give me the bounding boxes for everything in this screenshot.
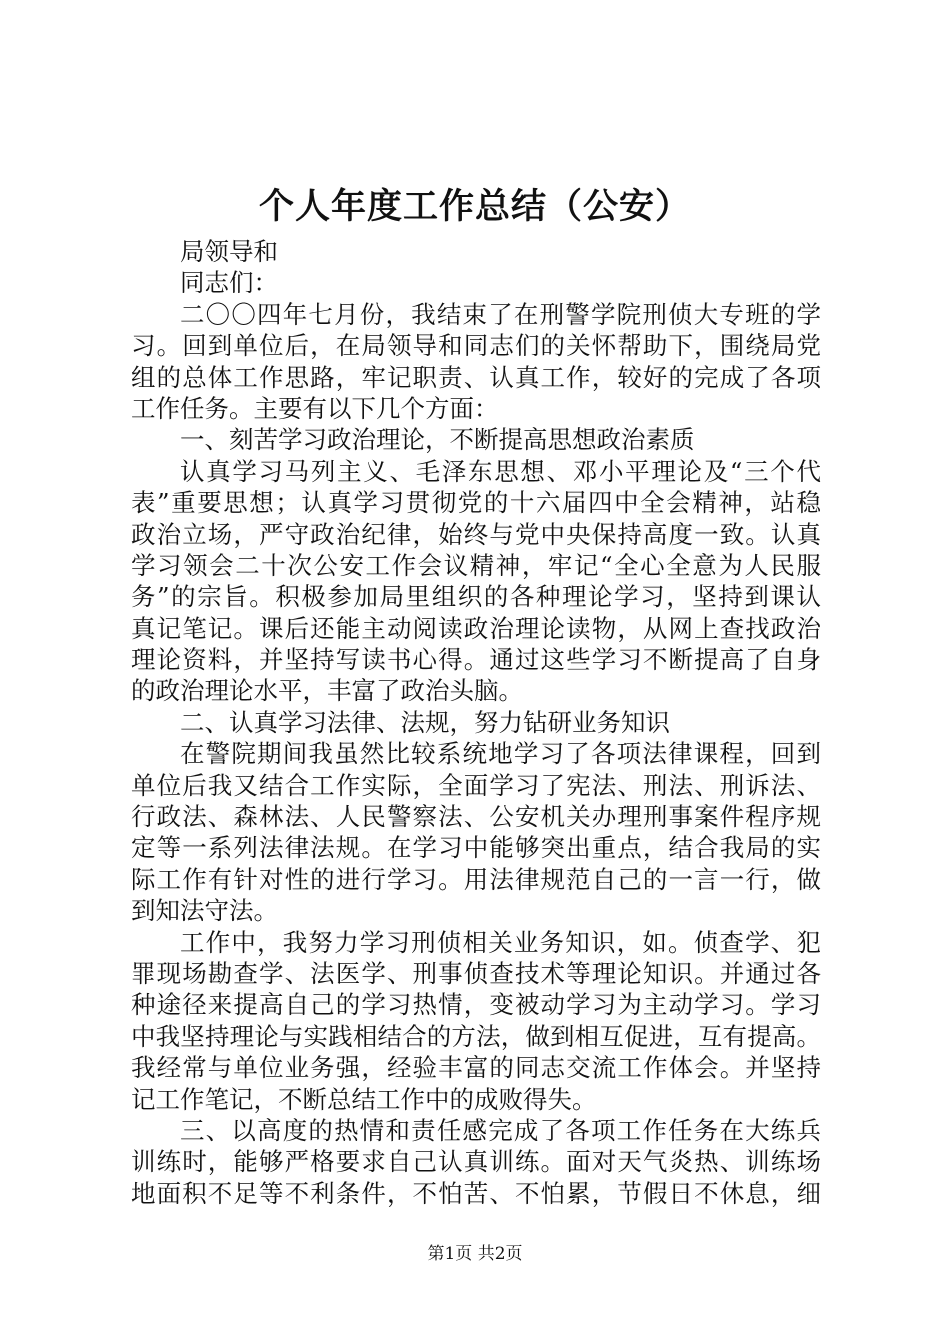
document-title: 个人年度工作总结（公安） xyxy=(258,186,691,227)
text-line: 工作任务。主要有以下几个方面： xyxy=(131,393,499,423)
page-footer: 第1页 共2页 xyxy=(427,1244,523,1264)
text-line: 记工作笔记，不断总结工作中的成败得失。 xyxy=(131,1084,597,1114)
document-body xyxy=(131,236,821,1209)
text-line: 务”的宗旨。积极参加局里组织的各种理论学习，坚持到课认 xyxy=(131,582,821,612)
text-line: 二、认真学习法律、法规，努力钻研业务知识 xyxy=(180,707,670,737)
text-line: 的政治理论水平，丰富了政治头脑。 xyxy=(131,676,523,706)
text-line: 工作中，我努力学习刑侦相关业务知识，如。侦查学、犯 xyxy=(180,927,821,957)
text-line: 行政法、森林法、人民警察法、公安机关办理刑事案件程序规 xyxy=(131,802,821,832)
text-line: 学习领会二十次公安工作会议精神，牢记“全心全意为人民服 xyxy=(131,550,821,580)
text-line: 真记笔记。课后还能主动阅读政治理论读物，从网上查找政治 xyxy=(131,613,821,643)
text-line: 二〇〇四年七月份，我结束了在刑警学院刑侦大专班的学 xyxy=(180,299,821,329)
text-line: 理论资料，并坚持写读书心得。通过这些学习不断提高了自身 xyxy=(131,645,821,675)
text-line: 政治立场，严守政治纪律，始终与党中央保持高度一致。认真 xyxy=(131,519,821,549)
text-line: 我经常与单位业务强，经验丰富的同志交流工作体会。并坚持 xyxy=(131,1053,821,1083)
text-line: 罪现场勘查学、法医学、刑事侦查技术等理论知识。并通过各 xyxy=(131,958,821,988)
text-line: 定等一系列法律法规。在学习中能够突出重点，结合我局的实 xyxy=(131,833,821,863)
text-line: 一、刻苦学习政治理论，不断提高思想政治素质 xyxy=(180,425,695,455)
text-line: 局领导和 xyxy=(180,237,278,266)
text-line: 地面积不足等不利条件，不怕苦、不怕累，节假日不休息，细 xyxy=(131,1178,821,1208)
text-line: 训练时，能够严格要求自己认真训练。面对天气炎热、训练场 xyxy=(131,1147,821,1177)
text-line: 中我坚持理论与实践相结合的方法，做到相互促进，互有提高。 xyxy=(131,1021,821,1051)
text-line: 单位后我又结合工作实际，全面学习了宪法、刑法、刑诉法、 xyxy=(131,770,821,800)
text-line: 组的总体工作思路，牢记职责、认真工作，较好的完成了各项 xyxy=(131,362,821,392)
text-line: 同志们： xyxy=(180,268,278,298)
text-line: 种途径来提高自己的学习热情，变被动学习为主动学习。学习 xyxy=(131,990,821,1020)
text-line: 认真学习马列主义、毛泽东思想、邓小平理论及“三个代 xyxy=(180,456,821,486)
text-line: 在警院期间我虽然比较系统地学习了各项法律课程，回到 xyxy=(180,739,821,769)
text-line: 习。回到单位后，在局领导和同志们的关怀帮助下，围绕局党 xyxy=(131,331,821,361)
text-line: 三、以高度的热情和责任感完成了各项工作任务在大练兵 xyxy=(180,1115,821,1145)
text-line: 际工作有针对性的进行学习。用法律规范自己的一言一行，做 xyxy=(131,864,821,894)
text-line: 到知法守法。 xyxy=(131,896,278,926)
text-line: 表”重要思想；认真学习贯彻党的十六届四中全会精神，站稳 xyxy=(131,488,821,518)
